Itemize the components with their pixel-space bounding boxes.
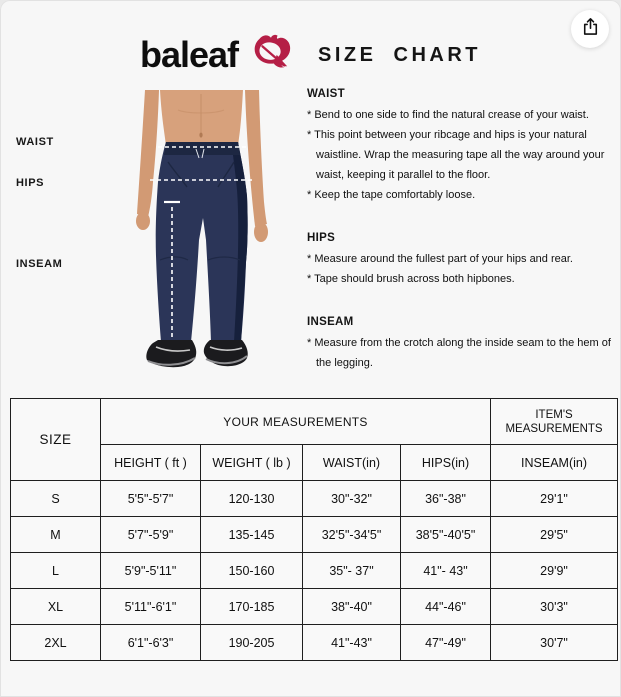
inseam-instructions — [307, 316, 612, 373]
brand-logo-text: baleaf — [139, 34, 239, 75]
hips-bullet: * Tape should brush across both hipbones. — [307, 273, 515, 285]
table-header-row-2 — [11, 445, 618, 481]
height-column-header: HEIGHT ( ft ) — [101, 445, 201, 481]
waist-bullet: * Keep the tape comfortably loose. — [307, 189, 476, 201]
hips-bullet: * Measure around the fullest part of your hips and rear. — [307, 253, 573, 265]
waist-bullet: * This point between your ribcage and hips is your natural waistline. Wrap the measuring tape all the way around your waist, keeping it parallel to the floor. — [307, 129, 605, 181]
table-cell: 41"-43" — [303, 625, 401, 661]
table-cell: 47"-49" — [401, 625, 491, 661]
weight-column-header: WEIGHT ( lb ) — [201, 445, 303, 481]
table-cell: 38'5"-40'5" — [401, 517, 491, 553]
table-cell: 135-145 — [201, 517, 303, 553]
hips-heading: HIPS — [307, 232, 336, 244]
figure-label-waist: WAIST — [16, 136, 54, 148]
table-cell: 29'9" — [491, 553, 618, 589]
table-cell: 30"-32" — [303, 481, 401, 517]
table-cell: S — [11, 481, 101, 517]
model-photo — [100, 90, 300, 390]
table-cell: 44"-46" — [401, 589, 491, 625]
table-cell: 36"-38" — [401, 481, 491, 517]
items-measurements-header: ITEM'S MEASUREMENTS — [491, 399, 618, 445]
table-cell: 29'5" — [491, 517, 618, 553]
page-title: SIZE CHART — [318, 43, 482, 66]
figure-label-hips: HIPS — [16, 177, 45, 189]
table-cell: 150-160 — [201, 553, 303, 589]
table-row-m — [11, 517, 618, 553]
header — [0, 32, 621, 78]
table-row-2xl — [11, 625, 618, 661]
table-row-xl — [11, 589, 618, 625]
waist-bullet: * Bend to one side to find the natural crease of your waist. — [307, 109, 589, 121]
brand-leaf-icon — [250, 34, 292, 72]
table-cell: 5'5"-5'7" — [101, 481, 201, 517]
waist-column-header: WAIST(in) — [303, 445, 401, 481]
table-cell: 30'7" — [491, 625, 618, 661]
table-cell: 170-185 — [201, 589, 303, 625]
hips-column-header: HIPS(in) — [401, 445, 491, 481]
table-cell: 30'3" — [491, 589, 618, 625]
table-row-l — [11, 553, 618, 589]
table-cell: L — [11, 553, 101, 589]
table-row-s — [11, 481, 618, 517]
table-cell: 120-130 — [201, 481, 303, 517]
table-cell: 35"- 37" — [303, 553, 401, 589]
waist-instructions — [307, 88, 612, 205]
table-cell: 190-205 — [201, 625, 303, 661]
figure-label-inseam: INSEAM — [16, 258, 63, 270]
size-column-header: SIZE — [11, 399, 101, 481]
table-cell: 5'9"-5'11" — [101, 553, 201, 589]
table-cell: 2XL — [11, 625, 101, 661]
table-cell: 32'5"-34'5" — [303, 517, 401, 553]
table-cell: 29'1" — [491, 481, 618, 517]
hips-instructions — [307, 232, 612, 289]
table-cell: 41"- 43" — [401, 553, 491, 589]
measuring-instructions — [307, 88, 612, 373]
inseam-bullet: * Measure from the crotch along the inside seam to the hem of the legging. — [307, 337, 611, 369]
table-cell: 5'7"-5'9" — [101, 517, 201, 553]
your-measurements-header: YOUR MEASUREMENTS — [101, 399, 491, 445]
waist-heading: WAIST — [307, 88, 345, 100]
table-header-row-1 — [11, 399, 618, 445]
size-table — [10, 398, 618, 661]
table-cell: 6'1"-6'3" — [101, 625, 201, 661]
inseam-column-header: INSEAM(in) — [491, 445, 618, 481]
table-cell: XL — [11, 589, 101, 625]
table-cell: M — [11, 517, 101, 553]
table-cell: 38"-40" — [303, 589, 401, 625]
inseam-heading: INSEAM — [307, 316, 354, 328]
table-cell: 5'11"-6'1" — [101, 589, 201, 625]
